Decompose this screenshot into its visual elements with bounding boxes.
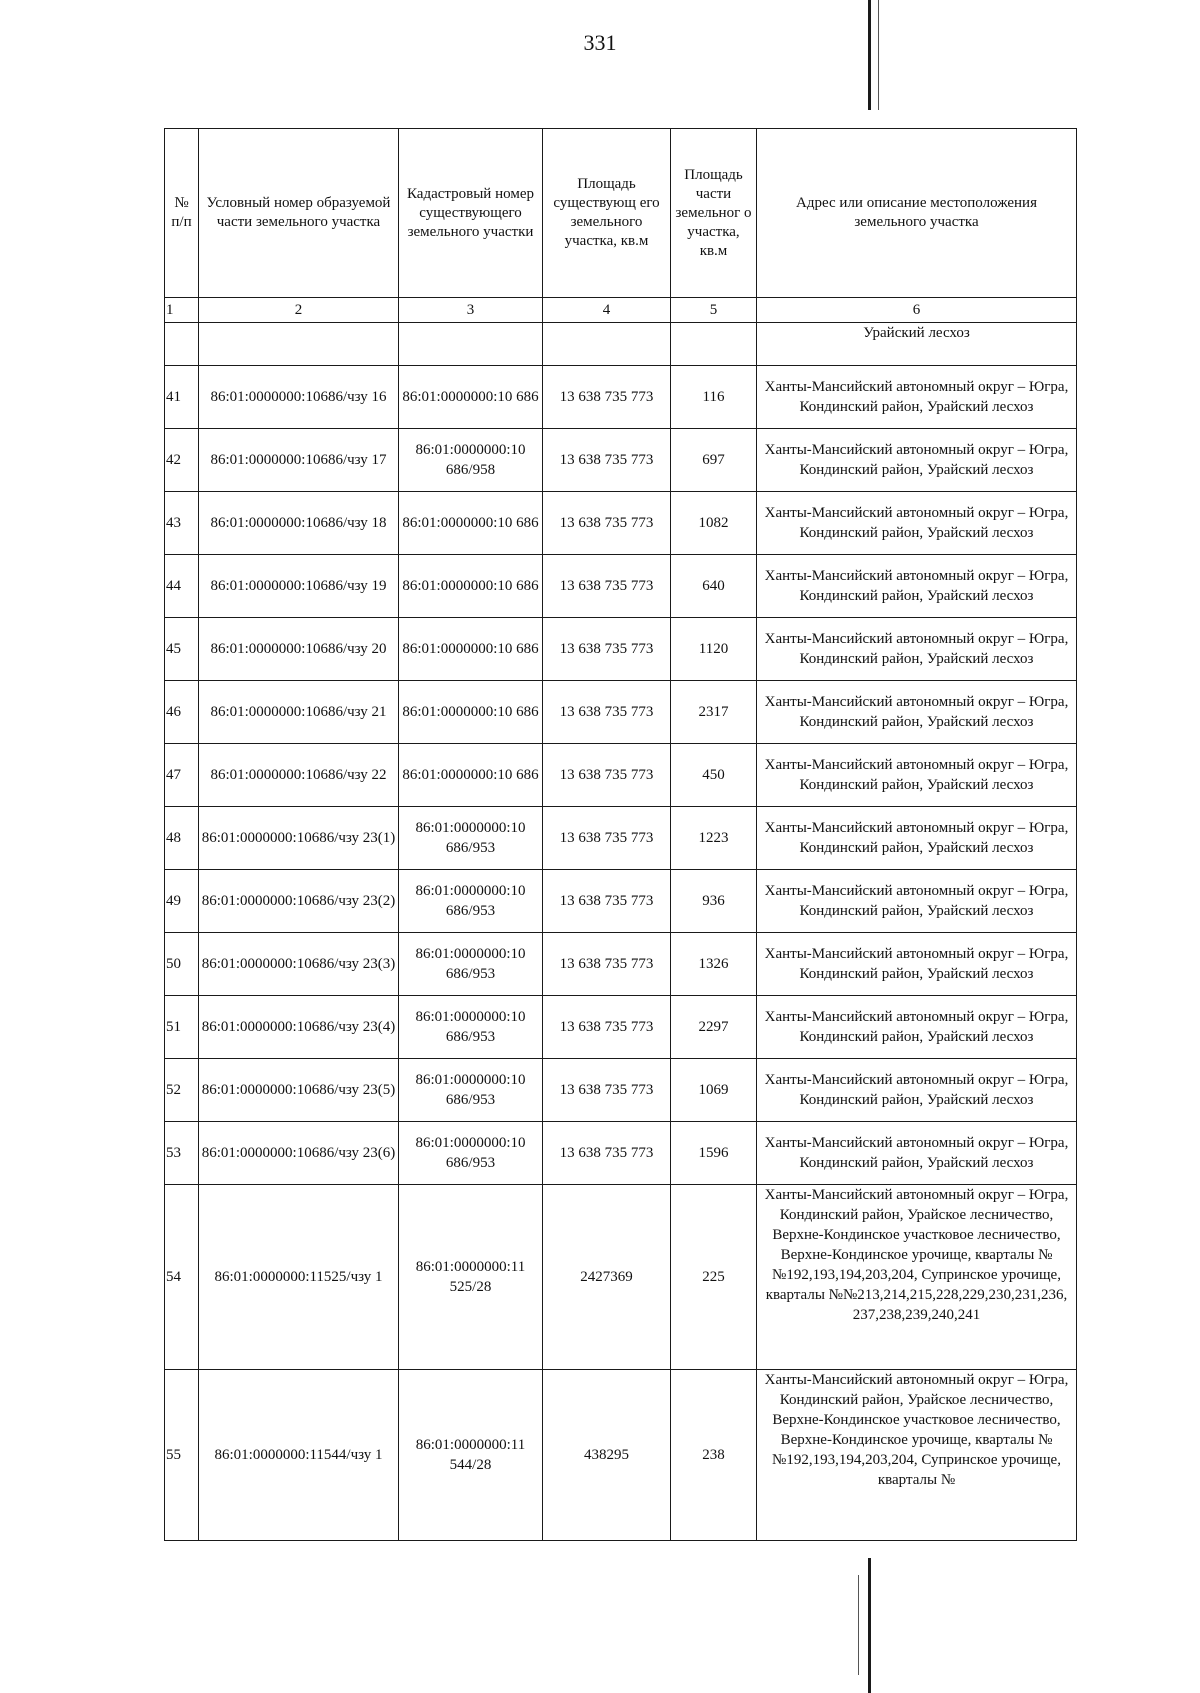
- cell-total-area: 13 638 735 773: [543, 681, 671, 744]
- cell-address: Ханты-Мансийский автономный округ – Югра, Кондинский район, Урайский лесхоз: [757, 744, 1077, 807]
- header-cadastral-number: Кадастровый номер существующего земельного участки: [399, 129, 543, 298]
- cell-part-area: 450: [671, 744, 757, 807]
- cell-address: Ханты-Мансийский автономный округ – Югра, Кондинский район, Урайский лесхоз: [757, 996, 1077, 1059]
- binding-mark-top: [868, 0, 871, 110]
- cell-conditional-number: 86:01:0000000:10686/чзу 17: [199, 429, 399, 492]
- cell-row-number: 48: [165, 807, 199, 870]
- cell-address: Ханты-Мансийский автономный округ – Югра, Кондинский район, Урайский лесхоз: [757, 1059, 1077, 1122]
- cell-row-number: 51: [165, 996, 199, 1059]
- cell-cadastral-number: 86:01:0000000:10 686: [399, 366, 543, 429]
- column-number: 1: [165, 298, 199, 323]
- cell-part-area: 225: [671, 1185, 757, 1370]
- cell-total-area: 13 638 735 773: [543, 618, 671, 681]
- header-part-area: Площадь части земельног о участка, кв.м: [671, 129, 757, 298]
- cell-total-area: 13 638 735 773: [543, 429, 671, 492]
- cell-address: Ханты-Мансийский автономный округ – Югра, Кондинский район, Урайский лесхоз: [757, 366, 1077, 429]
- continuation-row: [165, 323, 1077, 366]
- binding-mark-bottom: [868, 1558, 871, 1693]
- cell-cadastral-number: 86:01:0000000:10 686: [399, 681, 543, 744]
- cell-conditional-number: 86:01:0000000:10686/чзу 16: [199, 366, 399, 429]
- cell-part-area: 1223: [671, 807, 757, 870]
- cell-row-number: 49: [165, 870, 199, 933]
- cell-part-area: 697: [671, 429, 757, 492]
- cell-total-area: 13 638 735 773: [543, 744, 671, 807]
- cell-part-area: 1069: [671, 1059, 757, 1122]
- cell-part-area: 1326: [671, 933, 757, 996]
- cell-conditional-number: 86:01:0000000:11525/чзу 1: [199, 1185, 399, 1370]
- cell-total-area: 13 638 735 773: [543, 492, 671, 555]
- table-row: [165, 807, 1077, 870]
- table-row: [165, 555, 1077, 618]
- column-number: 3: [399, 298, 543, 323]
- cell-cadastral-number: 86:01:0000000:11 544/28: [399, 1370, 543, 1541]
- cell-conditional-number: 86:01:0000000:10686/чзу 22: [199, 744, 399, 807]
- cell-total-area: 13 638 735 773: [543, 807, 671, 870]
- cell-row-number: 47: [165, 744, 199, 807]
- table-row: [165, 1059, 1077, 1122]
- table-row: [165, 1370, 1077, 1541]
- cell-conditional-number: 86:01:0000000:10686/чзу 18: [199, 492, 399, 555]
- column-numbers-row: [165, 298, 1077, 323]
- cell-conditional-number: 86:01:0000000:10686/чзу 23(5): [199, 1059, 399, 1122]
- table-row: [165, 744, 1077, 807]
- cell-part-area: 1120: [671, 618, 757, 681]
- cell-cadastral-number: 86:01:0000000:11 525/28: [399, 1185, 543, 1370]
- cell-cadastral-number: 86:01:0000000:10 686: [399, 744, 543, 807]
- binding-mark-top-thin: [878, 0, 879, 110]
- cell-address: Ханты-Мансийский автономный округ – Югра, Кондинский район, Урайское лесничество, Верхне-Кондинское участковое лесничество, Верхне-Кондинское урочище, кварталы №№192,193,194,203,204, Супринское урочище, кварталы №№213,214,215,228,229,230,231,236, 237,238,239,240,241: [757, 1185, 1077, 1370]
- cell-row-number: 43: [165, 492, 199, 555]
- land-plots-table: [164, 128, 1077, 1541]
- cell-row-number: 41: [165, 366, 199, 429]
- column-number: 5: [671, 298, 757, 323]
- cell-conditional-number: 86:01:0000000:10686/чзу 23(6): [199, 1122, 399, 1185]
- cell-empty: [399, 323, 543, 366]
- cell-row-number: 42: [165, 429, 199, 492]
- cell-row-number: 54: [165, 1185, 199, 1370]
- table-row: [165, 429, 1077, 492]
- table-row: [165, 996, 1077, 1059]
- cell-empty: [199, 323, 399, 366]
- table-row: [165, 933, 1077, 996]
- cell-cadastral-number: 86:01:0000000:10 686: [399, 618, 543, 681]
- table-row: [165, 492, 1077, 555]
- cell-part-area: 1082: [671, 492, 757, 555]
- cell-conditional-number: 86:01:0000000:10686/чзу 23(1): [199, 807, 399, 870]
- table-row: [165, 681, 1077, 744]
- cell-cadastral-number: 86:01:0000000:10 686: [399, 555, 543, 618]
- table-row: [165, 1185, 1077, 1370]
- binding-mark-bottom-thin: [858, 1575, 859, 1675]
- cell-total-area: 13 638 735 773: [543, 933, 671, 996]
- column-number: 4: [543, 298, 671, 323]
- cell-empty: [543, 323, 671, 366]
- cell-total-area: 13 638 735 773: [543, 870, 671, 933]
- cell-address: Ханты-Мансийский автономный округ – Югра, Кондинский район, Урайский лесхоз: [757, 492, 1077, 555]
- cell-address: Урайский лесхоз: [757, 323, 1077, 366]
- cell-row-number: 50: [165, 933, 199, 996]
- cell-part-area: 2317: [671, 681, 757, 744]
- cell-address: Ханты-Мансийский автономный округ – Югра, Кондинский район, Урайский лесхоз: [757, 933, 1077, 996]
- cell-conditional-number: 86:01:0000000:10686/чзу 23(4): [199, 996, 399, 1059]
- cell-total-area: 13 638 735 773: [543, 996, 671, 1059]
- cell-cadastral-number: 86:01:0000000:10 686/953: [399, 807, 543, 870]
- cell-empty: [671, 323, 757, 366]
- cell-part-area: 238: [671, 1370, 757, 1541]
- cell-conditional-number: 86:01:0000000:10686/чзу 21: [199, 681, 399, 744]
- cell-row-number: 53: [165, 1122, 199, 1185]
- header-address: Адрес или описание местоположения земельного участка: [757, 129, 1077, 298]
- cell-total-area: 13 638 735 773: [543, 555, 671, 618]
- cell-address: Ханты-Мансийский автономный округ – Югра, Кондинский район, Урайский лесхоз: [757, 807, 1077, 870]
- cell-conditional-number: 86:01:0000000:10686/чзу 23(3): [199, 933, 399, 996]
- column-number: 6: [757, 298, 1077, 323]
- cell-cadastral-number: 86:01:0000000:10 686/958: [399, 429, 543, 492]
- cell-part-area: 1596: [671, 1122, 757, 1185]
- cell-address: Ханты-Мансийский автономный округ – Югра, Кондинский район, Урайский лесхоз: [757, 870, 1077, 933]
- header-conditional-number: Условный номер образуемой части земельного участка: [199, 129, 399, 298]
- cell-address: Ханты-Мансийский автономный округ – Югра, Кондинский район, Урайский лесхоз: [757, 555, 1077, 618]
- table-row: [165, 870, 1077, 933]
- cell-address: Ханты-Мансийский автономный округ – Югра, Кондинский район, Урайское лесничество, Верхне-Кондинское участковое лесничество, Верхне-Кондинское урочище, кварталы № №192,193,194,203,204, Супринское урочище, кварталы №: [757, 1370, 1077, 1541]
- table-row: [165, 1122, 1077, 1185]
- header-row-number: № п/п: [165, 129, 199, 298]
- cell-row-number: 46: [165, 681, 199, 744]
- cell-total-area: 13 638 735 773: [543, 366, 671, 429]
- cell-row-number: 45: [165, 618, 199, 681]
- cell-empty: [165, 323, 199, 366]
- cell-cadastral-number: 86:01:0000000:10 686/953: [399, 870, 543, 933]
- cell-address: Ханты-Мансийский автономный округ – Югра, Кондинский район, Урайский лесхоз: [757, 429, 1077, 492]
- page-number: 331: [583, 30, 617, 55]
- cell-part-area: 936: [671, 870, 757, 933]
- cell-row-number: 55: [165, 1370, 199, 1541]
- cell-part-area: 116: [671, 366, 757, 429]
- cell-conditional-number: 86:01:0000000:11544/чзу 1: [199, 1370, 399, 1541]
- cell-conditional-number: 86:01:0000000:10686/чзу 19: [199, 555, 399, 618]
- cell-cadastral-number: 86:01:0000000:10 686/953: [399, 1059, 543, 1122]
- column-number: 2: [199, 298, 399, 323]
- cell-address: Ханты-Мансийский автономный округ – Югра, Кондинский район, Урайский лесхоз: [757, 681, 1077, 744]
- cell-total-area: 438295: [543, 1370, 671, 1541]
- cell-row-number: 52: [165, 1059, 199, 1122]
- cell-cadastral-number: 86:01:0000000:10 686/953: [399, 933, 543, 996]
- cell-total-area: 13 638 735 773: [543, 1059, 671, 1122]
- table-row: [165, 618, 1077, 681]
- cell-cadastral-number: 86:01:0000000:10 686/953: [399, 996, 543, 1059]
- cell-total-area: 2427369: [543, 1185, 671, 1370]
- cell-row-number: 44: [165, 555, 199, 618]
- cell-conditional-number: 86:01:0000000:10686/чзу 20: [199, 618, 399, 681]
- cell-address: Ханты-Мансийский автономный округ – Югра, Кондинский район, Урайский лесхоз: [757, 618, 1077, 681]
- cell-cadastral-number: 86:01:0000000:10 686/953: [399, 1122, 543, 1185]
- cell-cadastral-number: 86:01:0000000:10 686: [399, 492, 543, 555]
- cell-total-area: 13 638 735 773: [543, 1122, 671, 1185]
- cell-part-area: 640: [671, 555, 757, 618]
- cell-address: Ханты-Мансийский автономный округ – Югра, Кондинский район, Урайский лесхоз: [757, 1122, 1077, 1185]
- cell-conditional-number: 86:01:0000000:10686/чзу 23(2): [199, 870, 399, 933]
- table-row: [165, 366, 1077, 429]
- header-total-area: Площадь существующ его земельного участка, кв.м: [543, 129, 671, 298]
- cell-part-area: 2297: [671, 996, 757, 1059]
- table-header-row: [165, 129, 1077, 298]
